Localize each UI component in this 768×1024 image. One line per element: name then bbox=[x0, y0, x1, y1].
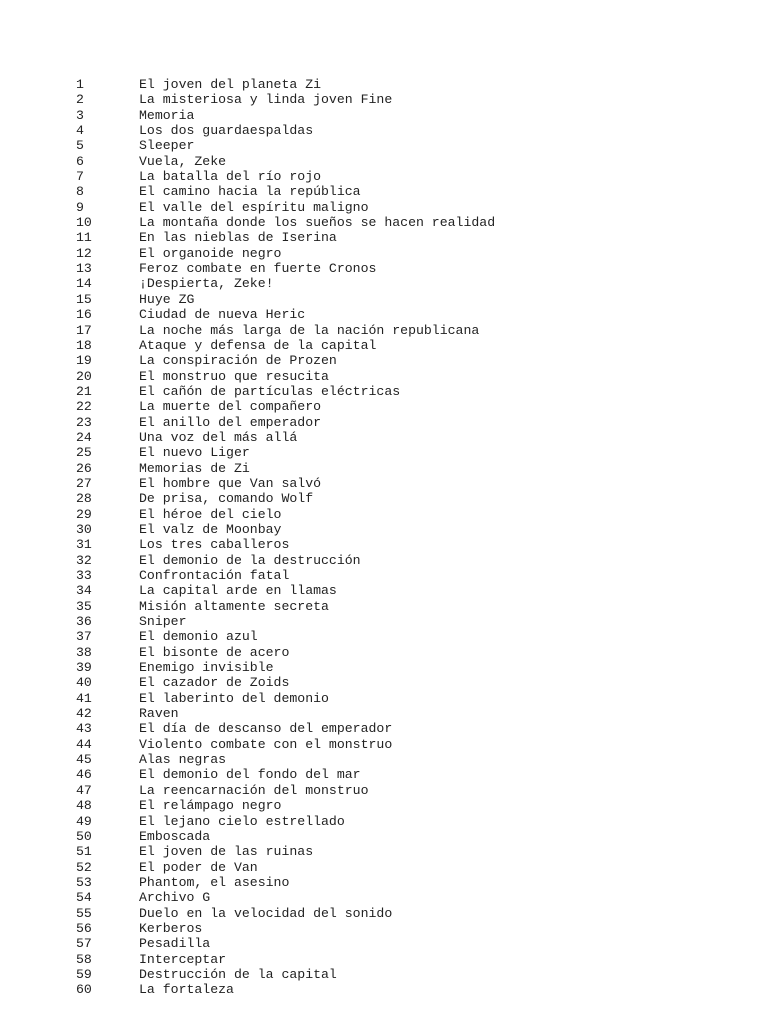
episode-title: Huye ZG bbox=[139, 291, 195, 307]
episode-row bbox=[76, 77, 495, 92]
episode-title: El monstruo que resucita bbox=[139, 368, 329, 384]
episode-number: 26 bbox=[76, 460, 92, 476]
episode-number: 15 bbox=[76, 291, 92, 307]
episode-title: Enemigo invisible bbox=[139, 660, 274, 676]
episode-number: 38 bbox=[76, 644, 92, 660]
episode-row bbox=[76, 721, 495, 736]
episode-row bbox=[76, 138, 495, 153]
episode-number: 24 bbox=[76, 429, 92, 445]
episode-row bbox=[76, 583, 495, 598]
episode-row bbox=[76, 200, 495, 215]
episode-number: 2 bbox=[76, 92, 84, 108]
episode-title: En las nieblas de Iserina bbox=[139, 230, 337, 246]
episode-number: 42 bbox=[76, 706, 92, 722]
episode-title: De prisa, comando Wolf bbox=[139, 491, 314, 507]
episode-number: 12 bbox=[76, 245, 92, 261]
episode-number: 6 bbox=[76, 153, 84, 169]
episode-number: 16 bbox=[76, 307, 92, 323]
episode-title: La reencarnación del monstruo bbox=[139, 782, 369, 798]
episode-title: El camino hacia la república bbox=[139, 184, 361, 200]
episode-row bbox=[76, 92, 495, 107]
episode-row bbox=[76, 967, 495, 982]
episode-number: 43 bbox=[76, 721, 92, 737]
episode-row bbox=[76, 215, 495, 230]
episode-row bbox=[76, 292, 495, 307]
episode-row bbox=[76, 936, 495, 951]
episode-row bbox=[76, 844, 495, 859]
episode-number: 10 bbox=[76, 215, 92, 231]
episode-number: 28 bbox=[76, 491, 92, 507]
episode-title: La capital arde en llamas bbox=[139, 583, 337, 599]
episode-row bbox=[76, 169, 495, 184]
episode-title: El demonio de la destrucción bbox=[139, 552, 361, 568]
episode-list bbox=[76, 77, 495, 998]
episode-number: 23 bbox=[76, 414, 92, 430]
episode-title: La conspiración de Prozen bbox=[139, 353, 337, 369]
episode-number: 11 bbox=[76, 230, 92, 246]
episode-title: El lejano cielo estrellado bbox=[139, 813, 345, 829]
episode-row bbox=[76, 430, 495, 445]
episode-row bbox=[76, 921, 495, 936]
episode-title: Confrontación fatal bbox=[139, 568, 290, 583]
episode-title: El demonio azul bbox=[139, 629, 258, 645]
episode-title: Phantom, el asesino bbox=[139, 874, 290, 890]
episode-title: Kerberos bbox=[139, 920, 203, 936]
episode-title: El cañón de partículas eléctricas bbox=[139, 383, 401, 399]
episode-number: 50 bbox=[76, 828, 92, 844]
episode-number: 25 bbox=[76, 445, 92, 461]
episode-row bbox=[76, 982, 495, 997]
episode-row bbox=[76, 384, 495, 399]
episode-number: 58 bbox=[76, 951, 92, 967]
episode-number: 34 bbox=[76, 583, 92, 599]
episode-row bbox=[76, 461, 495, 476]
episode-title: El organoide negro bbox=[139, 245, 282, 261]
episode-row bbox=[76, 108, 495, 123]
episode-row bbox=[76, 307, 495, 322]
episode-number: 37 bbox=[76, 629, 92, 645]
episode-row bbox=[76, 445, 495, 460]
episode-row bbox=[76, 890, 495, 905]
episode-title: El joven de las ruinas bbox=[139, 844, 314, 860]
episode-row bbox=[76, 154, 495, 169]
episode-number: 60 bbox=[76, 982, 92, 998]
episode-row bbox=[76, 645, 495, 660]
episode-row bbox=[76, 875, 495, 890]
episode-row bbox=[76, 553, 495, 568]
episode-title: Sniper bbox=[139, 614, 187, 630]
episode-row bbox=[76, 338, 495, 353]
episode-row bbox=[76, 568, 495, 583]
episode-title: Raven bbox=[139, 706, 179, 722]
episode-title: Ciudad de nueva Heric bbox=[139, 307, 306, 323]
episode-number: 29 bbox=[76, 506, 92, 522]
episode-number: 46 bbox=[76, 767, 92, 783]
episode-number: 31 bbox=[76, 537, 92, 553]
episode-title: El joven del planeta Zi bbox=[139, 77, 322, 92]
episode-number: 7 bbox=[76, 169, 84, 185]
episode-number: 18 bbox=[76, 337, 92, 353]
episode-row bbox=[76, 491, 495, 506]
episode-row bbox=[76, 798, 495, 813]
episode-title: El anillo del emperador bbox=[139, 414, 322, 430]
episode-number: 20 bbox=[76, 368, 92, 384]
episode-title: Interceptar bbox=[139, 951, 227, 967]
episode-row bbox=[76, 276, 495, 291]
episode-number: 48 bbox=[76, 798, 92, 814]
episode-number: 9 bbox=[76, 199, 84, 215]
episode-title: Emboscada bbox=[139, 828, 211, 844]
episode-title: Vuela, Zeke bbox=[139, 153, 227, 169]
episode-title: Misión altamente secreta bbox=[139, 598, 329, 614]
episode-number: 4 bbox=[76, 123, 84, 139]
episode-number: 59 bbox=[76, 966, 92, 982]
episode-row bbox=[76, 752, 495, 767]
episode-number: 13 bbox=[76, 261, 92, 277]
episode-row bbox=[76, 737, 495, 752]
episode-row bbox=[76, 507, 495, 522]
episode-row bbox=[76, 906, 495, 921]
episode-number: 51 bbox=[76, 844, 92, 860]
episode-title: Duelo en la velocidad del sonido bbox=[139, 905, 393, 921]
episode-title: La montaña donde los sueños se hacen realidad bbox=[139, 215, 496, 231]
episode-number: 53 bbox=[76, 874, 92, 890]
episode-number: 30 bbox=[76, 521, 92, 537]
episode-title: Una voz del más allá bbox=[139, 429, 298, 445]
episode-title: El nuevo Liger bbox=[139, 445, 250, 461]
episode-number: 27 bbox=[76, 475, 92, 491]
episode-row bbox=[76, 230, 495, 245]
episode-title: ¡Despierta, Zeke! bbox=[139, 276, 274, 292]
episode-row bbox=[76, 353, 495, 368]
episode-title: La fortaleza bbox=[139, 982, 234, 998]
episode-number: 49 bbox=[76, 813, 92, 829]
episode-number: 19 bbox=[76, 353, 92, 369]
episode-number: 14 bbox=[76, 276, 92, 292]
episode-title: Alas negras bbox=[139, 752, 227, 768]
episode-title: Ataque y defensa de la capital bbox=[139, 337, 377, 353]
episode-row bbox=[76, 537, 495, 552]
episode-number: 55 bbox=[76, 905, 92, 921]
episode-row bbox=[76, 814, 495, 829]
episode-row bbox=[76, 783, 495, 798]
episode-title: Memorias de Zi bbox=[139, 460, 250, 476]
episode-number: 47 bbox=[76, 782, 92, 798]
episode-row bbox=[76, 476, 495, 491]
episode-number: 36 bbox=[76, 614, 92, 630]
episode-row bbox=[76, 399, 495, 414]
episode-row bbox=[76, 675, 495, 690]
episode-title: El poder de Van bbox=[139, 859, 258, 875]
episode-row bbox=[76, 415, 495, 430]
episode-number: 8 bbox=[76, 184, 84, 200]
episode-row bbox=[76, 660, 495, 675]
episode-title: Los dos guardaespaldas bbox=[139, 123, 314, 139]
episode-number: 33 bbox=[76, 568, 92, 583]
episode-title: El demonio del fondo del mar bbox=[139, 767, 361, 783]
episode-number: 56 bbox=[76, 920, 92, 936]
episode-row bbox=[76, 184, 495, 199]
episode-row bbox=[76, 691, 495, 706]
episode-title: La batalla del río rojo bbox=[139, 169, 322, 185]
episode-row bbox=[76, 599, 495, 614]
episode-title: El relámpago negro bbox=[139, 798, 282, 814]
episode-number: 40 bbox=[76, 675, 92, 691]
episode-title: La misteriosa y linda joven Fine bbox=[139, 92, 393, 108]
episode-title: Memoria bbox=[139, 107, 195, 123]
episode-row bbox=[76, 261, 495, 276]
episode-title: Violento combate con el monstruo bbox=[139, 736, 393, 752]
episode-title: Archivo G bbox=[139, 890, 211, 906]
episode-number: 52 bbox=[76, 859, 92, 875]
episode-number: 57 bbox=[76, 936, 92, 952]
episode-title: El héroe del cielo bbox=[139, 506, 282, 522]
episode-row bbox=[76, 767, 495, 782]
episode-number: 41 bbox=[76, 690, 92, 706]
episode-row bbox=[76, 829, 495, 844]
episode-row bbox=[76, 522, 495, 537]
episode-title: El valz de Moonbay bbox=[139, 521, 282, 537]
episode-title: Los tres caballeros bbox=[139, 537, 290, 553]
episode-row bbox=[76, 369, 495, 384]
episode-title: Sleeper bbox=[139, 138, 195, 154]
episode-number: 44 bbox=[76, 736, 92, 752]
episode-number: 21 bbox=[76, 383, 92, 399]
episode-number: 1 bbox=[76, 77, 84, 92]
episode-number: 5 bbox=[76, 138, 84, 154]
episode-title: Pesadilla bbox=[139, 936, 211, 952]
episode-number: 32 bbox=[76, 552, 92, 568]
episode-number: 3 bbox=[76, 107, 84, 123]
episode-row bbox=[76, 123, 495, 138]
episode-title: El cazador de Zoids bbox=[139, 675, 290, 691]
episode-title: El día de descanso del emperador bbox=[139, 721, 393, 737]
episode-row bbox=[76, 860, 495, 875]
episode-number: 35 bbox=[76, 598, 92, 614]
episode-title: Destrucción de la capital bbox=[139, 966, 337, 982]
episode-row bbox=[76, 706, 495, 721]
episode-title: La muerte del compañero bbox=[139, 399, 322, 415]
episode-number: 54 bbox=[76, 890, 92, 906]
episode-title: El hombre que Van salvó bbox=[139, 475, 322, 491]
episode-title: El laberinto del demonio bbox=[139, 690, 329, 706]
episode-number: 45 bbox=[76, 752, 92, 768]
episode-row bbox=[76, 614, 495, 629]
episode-title: El valle del espíritu maligno bbox=[139, 199, 369, 215]
episode-row bbox=[76, 246, 495, 261]
episode-number: 17 bbox=[76, 322, 92, 338]
episode-row bbox=[76, 629, 495, 644]
episode-number: 39 bbox=[76, 660, 92, 676]
episode-row bbox=[76, 952, 495, 967]
episode-title: Feroz combate en fuerte Cronos bbox=[139, 261, 377, 277]
episode-row bbox=[76, 323, 495, 338]
episode-number: 22 bbox=[76, 399, 92, 415]
episode-title: El bisonte de acero bbox=[139, 644, 290, 660]
episode-title: La noche más larga de la nación republicana bbox=[139, 322, 480, 338]
